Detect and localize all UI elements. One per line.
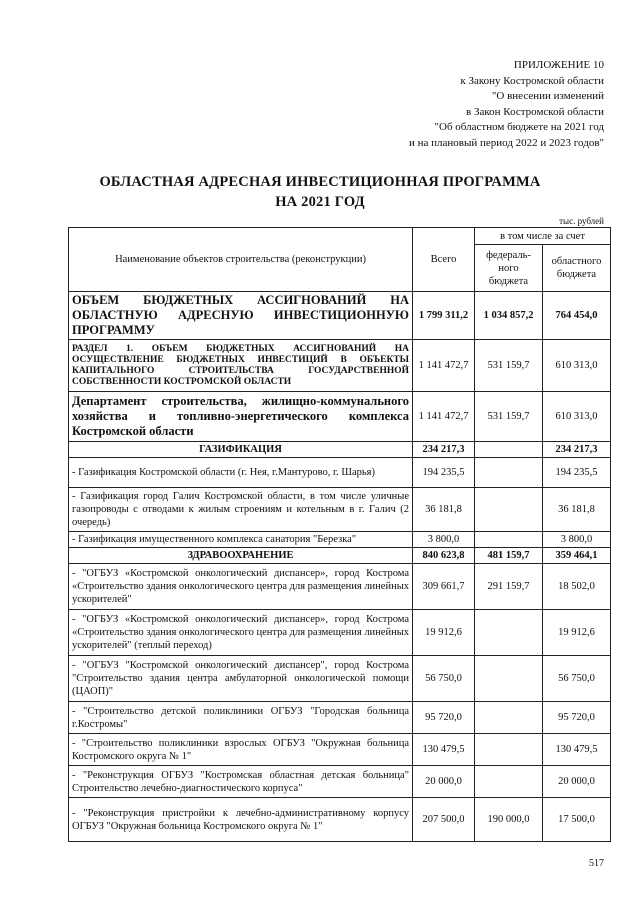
table-row bbox=[69, 702, 611, 734]
row-regional: 19 912,6 bbox=[543, 610, 611, 656]
row-regional: 3 800,0 bbox=[543, 532, 611, 548]
row-regional: 17 500,0 bbox=[543, 798, 611, 842]
row-name: ГАЗИФИКАЦИЯ bbox=[69, 442, 413, 458]
row-name: - "ОГБУЗ "Костромской онкологический диспансер", город Кострома "Строительство здания центра амбулаторной онкологической помощи (ЦАОП)" bbox=[69, 656, 413, 702]
row-total: 1 799 311,2 bbox=[413, 292, 475, 340]
table-row bbox=[69, 392, 611, 442]
table-row bbox=[69, 548, 611, 564]
page-number: 517 bbox=[589, 858, 604, 869]
table-row bbox=[69, 610, 611, 656]
row-regional: 610 313,0 bbox=[543, 340, 611, 392]
table-row bbox=[69, 458, 611, 488]
row-name: - Газификация Костромской области (г. Нея, г.Мантурово, г. Шарья) bbox=[69, 458, 413, 488]
table-row bbox=[69, 656, 611, 702]
row-regional: 359 464,1 bbox=[543, 548, 611, 564]
row-federal bbox=[475, 488, 543, 532]
table-row bbox=[69, 766, 611, 798]
row-federal bbox=[475, 610, 543, 656]
table-row bbox=[69, 292, 611, 340]
row-federal: 190 000,0 bbox=[475, 798, 543, 842]
row-regional: 36 181,8 bbox=[543, 488, 611, 532]
title-line-1: ОБЛАСТНАЯ АДРЕСНАЯ ИНВЕСТИЦИОННАЯ ПРОГРАММА bbox=[99, 174, 541, 190]
row-name: РАЗДЕЛ 1. ОБЪЕМ БЮДЖЕТНЫХ АССИГНОВАНИЙ НА ОСУЩЕСТВЛЕНИЕ БЮДЖЕТНЫХ ИНВЕСТИЦИЙ В ОБЪЕКТЫ КАПИТАЛЬНОГО СТРОИТЕЛЬСТВА ГОСУДАРСТВЕННОЙ СОБСТВЕННОСТИ КОСТРОМСКОЙ ОБЛАСТИ bbox=[69, 340, 413, 392]
row-name: - "ОГБУЗ «Костромской онкологический диспансер», город Кострома «Строительство здания онкологического центра для размещения линейных ускорителей" (теплый переход) bbox=[69, 610, 413, 656]
appendix-line: "Об областном бюджете на 2021 год bbox=[434, 121, 604, 133]
row-federal: 531 159,7 bbox=[475, 392, 543, 442]
row-name: - Газификация имущественного комплекса санатория "Березка" bbox=[69, 532, 413, 548]
row-total: 207 500,0 bbox=[413, 798, 475, 842]
row-total: 95 720,0 bbox=[413, 702, 475, 734]
row-total: 1 141 472,7 bbox=[413, 340, 475, 392]
row-federal bbox=[475, 656, 543, 702]
row-regional: 610 313,0 bbox=[543, 392, 611, 442]
row-federal bbox=[475, 702, 543, 734]
row-name: - "Строительство поликлиники взрослых ОГБУЗ "Окружная больница Костромского округа № 1" bbox=[69, 734, 413, 766]
appendix-line: в Закон Костромской области bbox=[466, 105, 604, 118]
row-total: 19 912,6 bbox=[413, 610, 475, 656]
table-row bbox=[69, 532, 611, 548]
document-title bbox=[0, 172, 640, 212]
header-regional: областного бюджета bbox=[543, 245, 611, 292]
appendix-line: ПРИЛОЖЕНИЕ 10 bbox=[513, 59, 604, 71]
row-name: - Газификация город Галич Костромской области, в том числе уличные газопроводы с отводами к жилым строениям и котельным в г. Галич (2 очередь) bbox=[69, 488, 413, 532]
header-federal: федераль-ного бюджета bbox=[475, 245, 543, 292]
row-name: - "Реконструкция ОГБУЗ "Костромская областная детская больница" Строительство лечебно-диагностического корпуса" bbox=[69, 766, 413, 798]
row-total: 56 750,0 bbox=[413, 656, 475, 702]
row-regional: 234 217,3 bbox=[543, 442, 611, 458]
row-total: 20 000,0 bbox=[413, 766, 475, 798]
row-name: Департамент строительства, жилищно-коммунального хозяйства и топливно-энергетического комплекса Костромской области bbox=[69, 392, 413, 442]
table-row bbox=[69, 340, 611, 392]
row-federal bbox=[475, 458, 543, 488]
row-name: - "Строительство детской поликлиники ОГБУЗ "Городская больница г.Костромы" bbox=[69, 702, 413, 734]
row-total: 130 479,5 bbox=[413, 734, 475, 766]
header-name: Наименование объектов строительства (реконструкции) bbox=[69, 228, 413, 292]
row-regional: 20 000,0 bbox=[543, 766, 611, 798]
row-total: 3 800,0 bbox=[413, 532, 475, 548]
row-regional: 56 750,0 bbox=[543, 656, 611, 702]
units-label: тыс. рублей bbox=[559, 216, 604, 226]
table-row bbox=[69, 734, 611, 766]
appendix-line: и на плановый период 2022 и 2023 годов" bbox=[408, 136, 604, 149]
row-federal: 481 159,7 bbox=[475, 548, 543, 564]
title-line-2: НА 2021 ГОД bbox=[275, 194, 365, 210]
header-including: в том числе за счет bbox=[475, 228, 611, 245]
investment-table bbox=[68, 227, 611, 842]
row-regional: 194 235,5 bbox=[543, 458, 611, 488]
row-name: ОБЪЕМ БЮДЖЕТНЫХ АССИГНОВАНИЙ НА ОБЛАСТНУЮ АДРЕСНУЮ ИНВЕСТИЦИОННУЮ ПРОГРАММУ bbox=[69, 292, 413, 340]
row-total: 1 141 472,7 bbox=[413, 392, 475, 442]
row-federal bbox=[475, 532, 543, 548]
row-name: ЗДРАВООХРАНЕНИЕ bbox=[69, 548, 413, 564]
row-federal: 291 159,7 bbox=[475, 564, 543, 610]
table-row bbox=[69, 488, 611, 532]
row-federal bbox=[475, 766, 543, 798]
row-name: - "Реконструкция пристройки к лечебно-административному корпусу ОГБУЗ "Окружная больница Костромского округа № 1" bbox=[69, 798, 413, 842]
header-total: Всего bbox=[413, 228, 475, 292]
row-total: 194 235,5 bbox=[413, 458, 475, 488]
row-federal: 1 034 857,2 bbox=[475, 292, 543, 340]
table-row bbox=[69, 798, 611, 842]
row-regional: 95 720,0 bbox=[543, 702, 611, 734]
appendix-reference bbox=[304, 58, 604, 151]
row-regional: 130 479,5 bbox=[543, 734, 611, 766]
row-total: 36 181,8 bbox=[413, 488, 475, 532]
appendix-line: к Закону Костромской области bbox=[460, 74, 604, 87]
row-federal bbox=[475, 442, 543, 458]
row-federal: 531 159,7 bbox=[475, 340, 543, 392]
row-total: 840 623,8 bbox=[413, 548, 475, 564]
row-name: - "ОГБУЗ «Костромской онкологический диспансер», город Кострома «Строительство здания онкологического центра для размещения линейных ускорителей" bbox=[69, 564, 413, 610]
table-row bbox=[69, 442, 611, 458]
appendix-line: "О внесении изменений bbox=[491, 90, 604, 102]
row-federal bbox=[475, 734, 543, 766]
row-total: 234 217,3 bbox=[413, 442, 475, 458]
row-total: 309 661,7 bbox=[413, 564, 475, 610]
row-regional: 764 454,0 bbox=[543, 292, 611, 340]
row-regional: 18 502,0 bbox=[543, 564, 611, 610]
table-row bbox=[69, 564, 611, 610]
